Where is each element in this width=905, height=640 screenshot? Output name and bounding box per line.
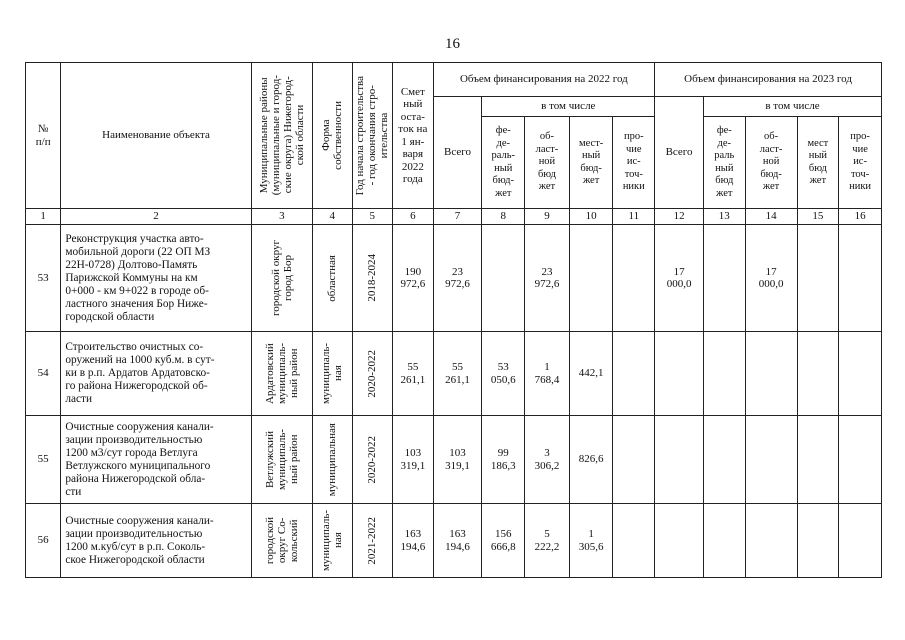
row-ownership-text: областная (326, 254, 339, 302)
row-regional-2022: 5 222,2 (525, 504, 570, 578)
row-other-2022 (613, 225, 655, 332)
row-district-text: Ардатовский муниципаль- ный район (263, 342, 300, 405)
row-other-2023 (839, 332, 882, 416)
row-local-2023 (797, 332, 839, 416)
row-total-2022: 103 319,1 (433, 416, 482, 504)
header-balance: Смет ный оста- ток на 1 ян- варя 2022 года (393, 63, 434, 209)
row-other-2023 (839, 504, 882, 578)
row-ownership-text: муниципаль- ная (320, 342, 345, 405)
table-row (26, 504, 882, 578)
row-years (352, 225, 393, 332)
row-name: Реконструкция участка авто- мобильной дороги (22 ОП МЗ 22Н-0728) Долтово-Память Парижской Коммуны на км 0+000 - км 9+022 в городе об- ластного значения Бор Ниже- городской области (61, 225, 251, 332)
row-years (352, 416, 393, 504)
row-ownership-text: муниципаль- ная (320, 509, 345, 572)
row-district (251, 332, 312, 416)
row-local-2022: 826,6 (569, 416, 613, 504)
header-name: Наименование объекта (61, 63, 251, 209)
header-including-2022: в том числе (482, 97, 655, 117)
row-district (251, 504, 312, 578)
row-local-2023 (797, 504, 839, 578)
row-years (352, 332, 393, 416)
header-years (352, 63, 393, 209)
row-no: 54 (26, 332, 61, 416)
row-other-2023 (839, 225, 882, 332)
row-district (251, 225, 312, 332)
row-no: 55 (26, 416, 61, 504)
column-number-row (26, 209, 882, 225)
row-years (352, 504, 393, 578)
header-district (251, 63, 312, 209)
row-ownership (312, 504, 352, 578)
row-total-2023 (655, 332, 704, 416)
row-balance: 103 319,1 (393, 416, 434, 504)
col-number: 14 (745, 209, 797, 225)
row-years-text: 2020-2022 (366, 349, 379, 398)
row-federal-2022 (482, 225, 525, 332)
row-district-text: городской округ город Бор (269, 239, 294, 317)
row-total-2022: 55 261,1 (433, 332, 482, 416)
col-number: 15 (797, 209, 839, 225)
row-total-2022: 163 194,6 (433, 504, 482, 578)
row-years-text: 2020-2022 (366, 435, 379, 484)
row-regional-2023 (745, 416, 797, 504)
row-total-2023 (655, 416, 704, 504)
header-regional-2022: об- ласт- ной бюд жет (525, 117, 570, 209)
row-local-2022: 1 305,6 (569, 504, 613, 578)
col-number: 16 (839, 209, 882, 225)
row-ownership (312, 332, 352, 416)
col-number: 8 (482, 209, 525, 225)
row-name: Очистные сооружения канали- зации производительностью 1200 м.куб/сут в р.п. Соколь- ское Нижегородской области (61, 504, 251, 578)
row-total-2023 (655, 504, 704, 578)
row-other-2022 (613, 504, 655, 578)
row-regional-2022: 1 768,4 (525, 332, 570, 416)
row-district (251, 416, 312, 504)
row-other-2022 (613, 416, 655, 504)
row-total-2022: 23 972,6 (433, 225, 482, 332)
col-number: 5 (352, 209, 393, 225)
table-row (26, 225, 882, 332)
col-number: 9 (525, 209, 570, 225)
row-name: Строительство очистных со- оружений на 1000 куб.м. в сут- ки в р.п. Ардатов Ардатовско- го района Нижегородской об- ласти (61, 332, 251, 416)
row-district-text: Ветлужский муниципаль- ный район (263, 428, 300, 491)
page-number: 16 (445, 36, 460, 52)
row-no: 56 (26, 504, 61, 578)
col-number: 6 (393, 209, 434, 225)
financing-table (25, 62, 882, 578)
col-number: 13 (704, 209, 746, 225)
row-years-text: 2018-2024 (366, 254, 379, 302)
row-federal-2023 (704, 416, 746, 504)
row-federal-2023 (704, 504, 746, 578)
row-regional-2023 (745, 504, 797, 578)
header-federal-2023: фе- де- раль ный бюд жет (704, 117, 746, 209)
header-fin-2022: Объем финансирования на 2022 год (433, 63, 655, 97)
col-number: 11 (613, 209, 655, 225)
row-local-2022 (569, 225, 613, 332)
row-local-2023 (797, 416, 839, 504)
row-no: 53 (26, 225, 61, 332)
header-total-2023: Всего (655, 97, 704, 209)
col-number: 3 (251, 209, 312, 225)
header-other-2023: про- чие ис- точ- ники (839, 117, 882, 209)
header-including-2023: в том числе (704, 97, 882, 117)
row-district-text: городской округ Со- кольский (263, 516, 300, 565)
row-federal-2023 (704, 332, 746, 416)
header-federal-2022: фе- де- раль- ный бюд- жет (482, 117, 525, 209)
col-number: 1 (26, 209, 61, 225)
table-row (26, 332, 882, 416)
header-regional-2023: об- ласт- ной бюд- жет (745, 117, 797, 209)
row-other-2023 (839, 416, 882, 504)
header-fin-2023: Объем финансирования на 2023 год (655, 63, 882, 97)
row-balance: 163 194,6 (393, 504, 434, 578)
header-district-text: Муниципальные районы (муниципальные и город- ские округа) Нижегород- ской области (257, 75, 306, 196)
col-number: 4 (312, 209, 352, 225)
row-regional-2022: 3 306,2 (525, 416, 570, 504)
table-row (26, 416, 882, 504)
row-balance: 190 972,6 (393, 225, 434, 332)
row-name: Очистные сооружения канали- зации производительностью 1200 м3/сут города Ветлуга Ветлужского муниципального района Нижегородской обла- сти (61, 416, 251, 504)
row-federal-2022: 53 050,6 (482, 332, 525, 416)
row-regional-2022: 23 972,6 (525, 225, 570, 332)
row-ownership (312, 416, 352, 504)
row-federal-2022: 156 666,8 (482, 504, 525, 578)
row-total-2023: 17 000,0 (655, 225, 704, 332)
header-total-2022: Всего (433, 97, 482, 209)
row-other-2022 (613, 332, 655, 416)
row-balance: 55 261,1 (393, 332, 434, 416)
header-local-2022: мест- ный бюд- жет (569, 117, 613, 209)
header-local-2023: мест ный бюд жет (797, 117, 839, 209)
row-local-2022: 442,1 (569, 332, 613, 416)
header-years-text: Год начала строительства - год окончания стро- ительства (354, 75, 391, 196)
col-number: 12 (655, 209, 704, 225)
row-regional-2023 (745, 332, 797, 416)
row-regional-2023: 17 000,0 (745, 225, 797, 332)
col-number: 7 (433, 209, 482, 225)
row-ownership-text: муниципальная (326, 422, 339, 497)
header-ownership-text: Форма собственности (320, 101, 345, 170)
row-federal-2023 (704, 225, 746, 332)
header-other-2022: про- чие ис- точ- ники (613, 117, 655, 209)
col-number: 10 (569, 209, 613, 225)
col-number: 2 (61, 209, 251, 225)
row-federal-2022: 99 186,3 (482, 416, 525, 504)
row-ownership (312, 225, 352, 332)
row-years-text: 2021-2022 (366, 516, 379, 565)
row-local-2023 (797, 225, 839, 332)
header-no: № п/п (26, 63, 61, 209)
header-ownership (312, 63, 352, 209)
